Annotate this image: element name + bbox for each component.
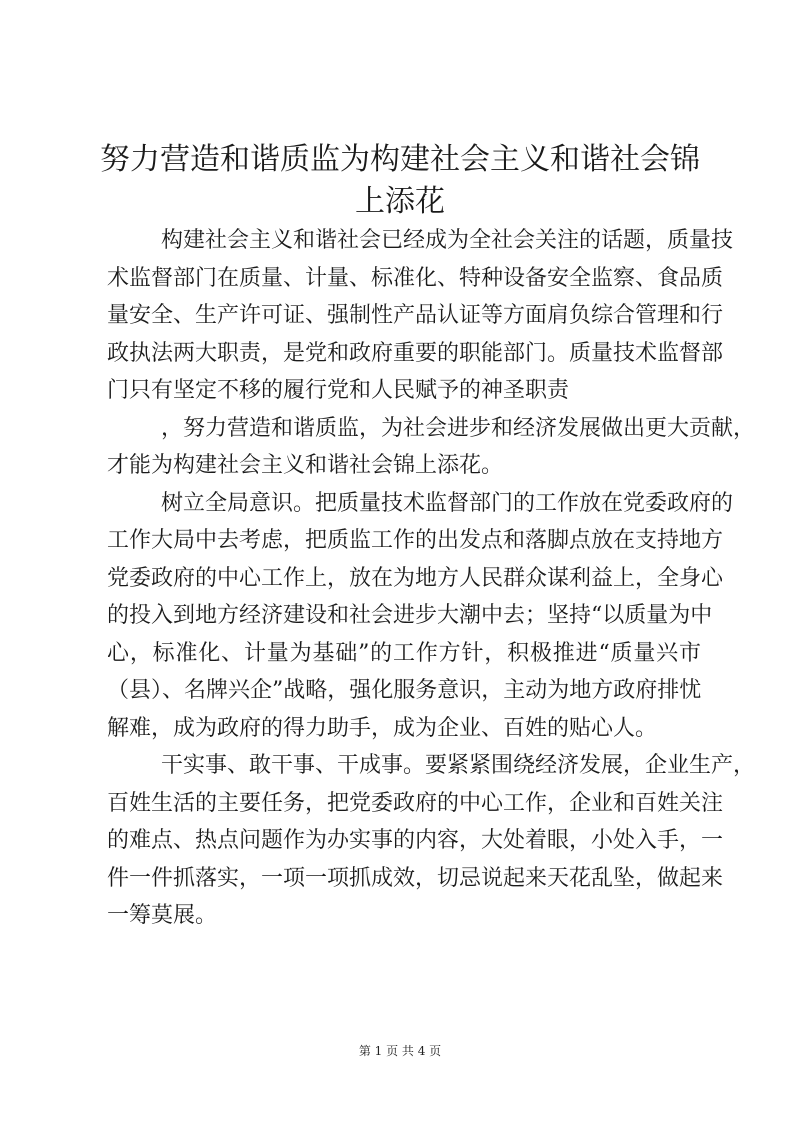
paragraph <box>107 747 756 935</box>
paragraph-line: 的难点、热点问题作为办实事的内容，大处着眼，小处入手，一 <box>107 828 724 853</box>
paragraph <box>107 222 734 410</box>
paragraph-line: 党委政府的中心工作上，放在为地方人民群众谋利益上，全身心 <box>107 565 724 591</box>
paragraph <box>107 485 734 748</box>
paragraph-line: 一筹莫展。 <box>107 903 218 928</box>
paragraph-line: 树立全局意识。把质量技术监督部门的工作放在党委政府的 <box>161 490 734 516</box>
paragraph-line: 解难，成为政府的得力助手，成为企业、百姓的贴心人。 <box>107 715 658 741</box>
paragraph-line: 件一件抓落实，一项一项抓成效，切忌说起来天花乱坠，做起来 <box>107 865 724 891</box>
paragraph-line: 工作大局中去考虑，把质监工作的出发点和落脚点放在支持地方 <box>107 528 724 553</box>
paragraph-line: （县）、名牌兴企”战略，强化服务意识，主动为地方政府排忧 <box>107 678 702 703</box>
paragraph-line: 心，标准化、计量为基础”的工作方针，积极推进“质量兴市 <box>107 640 701 666</box>
paragraph-line: ，努力营造和谐质监，为社会进步和经济发展做出更大贡献， <box>161 415 756 441</box>
paragraph-line: 术监督部门在质量、计量、标准化、特种设备安全监察、食品质 <box>107 265 724 291</box>
paragraph <box>107 410 756 485</box>
paragraph-line: 政执法两大职责，是党和政府重要的职能部门。质量技术监督部 <box>107 340 724 366</box>
document-title <box>40 139 760 223</box>
paragraph-line: 百姓生活的主要任务，把党委政府的中心工作，企业和百姓关注 <box>107 790 724 816</box>
paragraph-line: 干实事、敢干事、干成事。要紧紧围绕经济发展，企业生产， <box>161 753 756 778</box>
paragraph-line: 量安全、生产许可证、强制性产品认证等方面肩负综合管理和行 <box>107 303 724 328</box>
page-footer: 第 1 页 共 4 页 <box>358 1044 442 1058</box>
document-title-line-2: 上添花 <box>355 184 445 219</box>
document-title-line-1: 努力营造和谐质监为构建社会主义和谐社会锦 <box>100 142 700 177</box>
paragraph-line: 才能为构建社会主义和谐社会锦上添花。 <box>107 453 504 478</box>
paragraph-line: 构建社会主义和谐社会已经成为全社会关注的话题，质量技 <box>161 228 734 253</box>
document-body <box>107 222 756 935</box>
paragraph-line: 门只有坚定不移的履行党和人民赋予的神圣职责 <box>107 378 570 403</box>
paragraph-line: 的投入到地方经济建设和社会进步大潮中去；坚持“以质量为中 <box>107 603 713 628</box>
